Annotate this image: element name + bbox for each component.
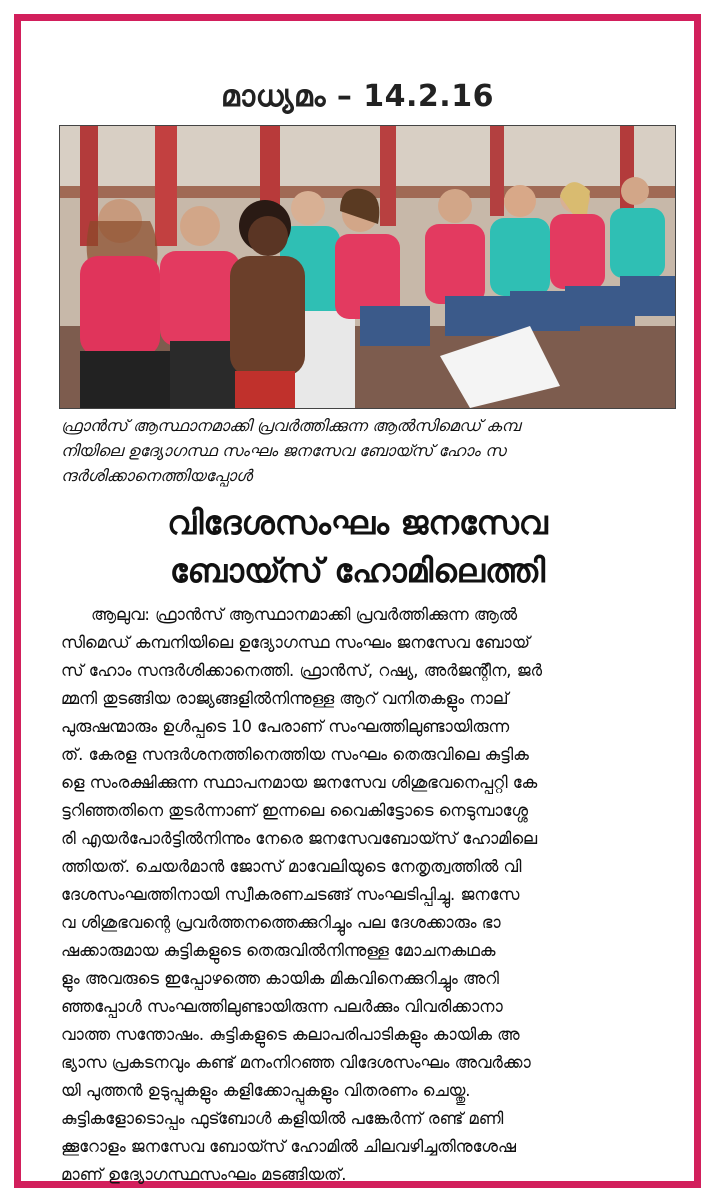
body-line: മ്മനി തുടങ്ങിയ രാജ്യങ്ങളിൽനിന്നുള്ള ആറ് വനിതകളും നാല്: [61, 689, 509, 708]
body-line: യി പുത്തൻ ഉടുപ്പുകളും കളിക്കോപ്പുകളും വിതരണം ചെയ്തു.: [61, 1081, 471, 1100]
caption-line: ന്ദർശിക്കാനെത്തിയപ്പോൾ: [61, 466, 253, 485]
photo-caption: [61, 413, 673, 488]
body-line: ക്കൂറോളം ജനസേവ ബോയ്സ് ഹോമിൽ ചിലവഴിച്ചതിനുശേഷ: [61, 1137, 516, 1156]
body-line: രി എയർപോർട്ടിൽനിന്നും നേരെ ജനസേവബോയ്സ് ഹോമിലെ: [61, 829, 538, 848]
newspaper-source-date: മാധ്യമം – 14.2.16: [221, 79, 494, 114]
body-line: ട്ടറിഞ്ഞതിനെ തുടർന്നാണ് ഇന്നലെ വൈകിട്ടോടെ നെടുമ്പാശ്ശേ: [61, 801, 528, 820]
body-line: ളെ സംരക്ഷിക്കുന്ന സ്ഥാപനമായ ജനസേവ ശിശുഭവനെപ്പറ്റി കേ: [61, 773, 538, 792]
news-photo: [59, 125, 676, 409]
body-line: സിമെഡ് കമ്പനിയിലെ ഉദ്യോഗസ്ഥ സംഘം ജനസേവ ബോയ്: [61, 633, 530, 652]
headline-line: ബോയ്സ് ഹോമിലെത്തി: [169, 551, 546, 590]
body-line: ത്. കേരള സന്ദർശനത്തിനെത്തിയ സംഘം തെരുവിലെ കുട്ടിക: [61, 745, 529, 764]
body-line: ഷക്കാരുമായ കുട്ടികളുടെ തെരുവിൽനിന്നുള്ള മോചനകഥക: [61, 941, 496, 960]
body-line: മാണ് ഉദ്യോഗസ്ഥസംഘം മടങ്ങിയത്.: [61, 1165, 347, 1184]
body-line: ഞ്ഞപ്പോൾ സംഘത്തിലുണ്ടായിരുന്ന പലർക്കും വിവരിക്കാനാ: [61, 997, 503, 1016]
body-line: കുട്ടികളോടൊപ്പം ഫുട്ബോൾ കളിയിൽ പങ്കേർന്ന് രണ്ട് മണി: [61, 1109, 504, 1128]
body-line: ത്തിയത്. ചെയർമാൻ ജോസ് മാവേലിയുടെ നേതൃത്വത്തിൽ വി: [61, 857, 522, 876]
caption-line: നിയിലെ ഉദ്യോഗസ്ഥ സംഘം ജനസേവ ബോയ്സ് ഹോം സ: [61, 441, 506, 460]
body-line: വാത്ത സന്തോഷം. കുട്ടികളുടെ കലാപരിപാടികളും കായിക അ: [61, 1025, 520, 1044]
headline-line: വിദേശസംഘം ജനസേവ: [167, 503, 548, 542]
group-photo-icon: [60, 126, 675, 408]
body-line: പുരുഷന്മാരും ഉൾപ്പടെ 10 പേരാണ് സംഘത്തിലുണ്ടായിരുന്ന: [61, 717, 510, 736]
caption-line: ഫ്രാൻസ് ആസ്ഥാനമാക്കി പ്രവർത്തിക്കുന്ന ആൽസിമെഡ് കമ്പ: [61, 416, 521, 435]
clipping-frame: [14, 14, 701, 1188]
body-line: സ് ഹോം സന്ദർശിക്കാനെത്തി. ഫ്രാൻസ്, റഷ്യ, അർജന്റീന, ജർ: [61, 661, 542, 680]
body-line: ആലുവ: ഫ്രാൻസ് ആസ്ഥാനമാക്കി പ്രവർത്തിക്കുന്ന ആൽ: [91, 605, 517, 624]
body-line: വ ശിശുഭവന്റെ പ്രവർത്തനത്തെക്കുറിച്ചും പല ദേശക്കാരും ഭാ: [61, 913, 501, 932]
body-line: ദേശസംഘത്തിനായി സ്വീകരണചടങ്ങ് സംഘടിപ്പിച്ചു. ജനസേ: [61, 885, 520, 904]
article-body: [61, 601, 673, 1189]
body-line: ഭ്യാസ പ്രകടനവും കണ്ട് മനംനിറഞ്ഞ വിദേശസംഘം അവർക്കാ: [61, 1053, 531, 1072]
body-line: ളും അവരുടെ ഇപ്പോഴത്തെ കായിക മികവിനെക്കുറിച്ചും അറി: [61, 969, 499, 988]
article-headline: [21, 499, 694, 595]
